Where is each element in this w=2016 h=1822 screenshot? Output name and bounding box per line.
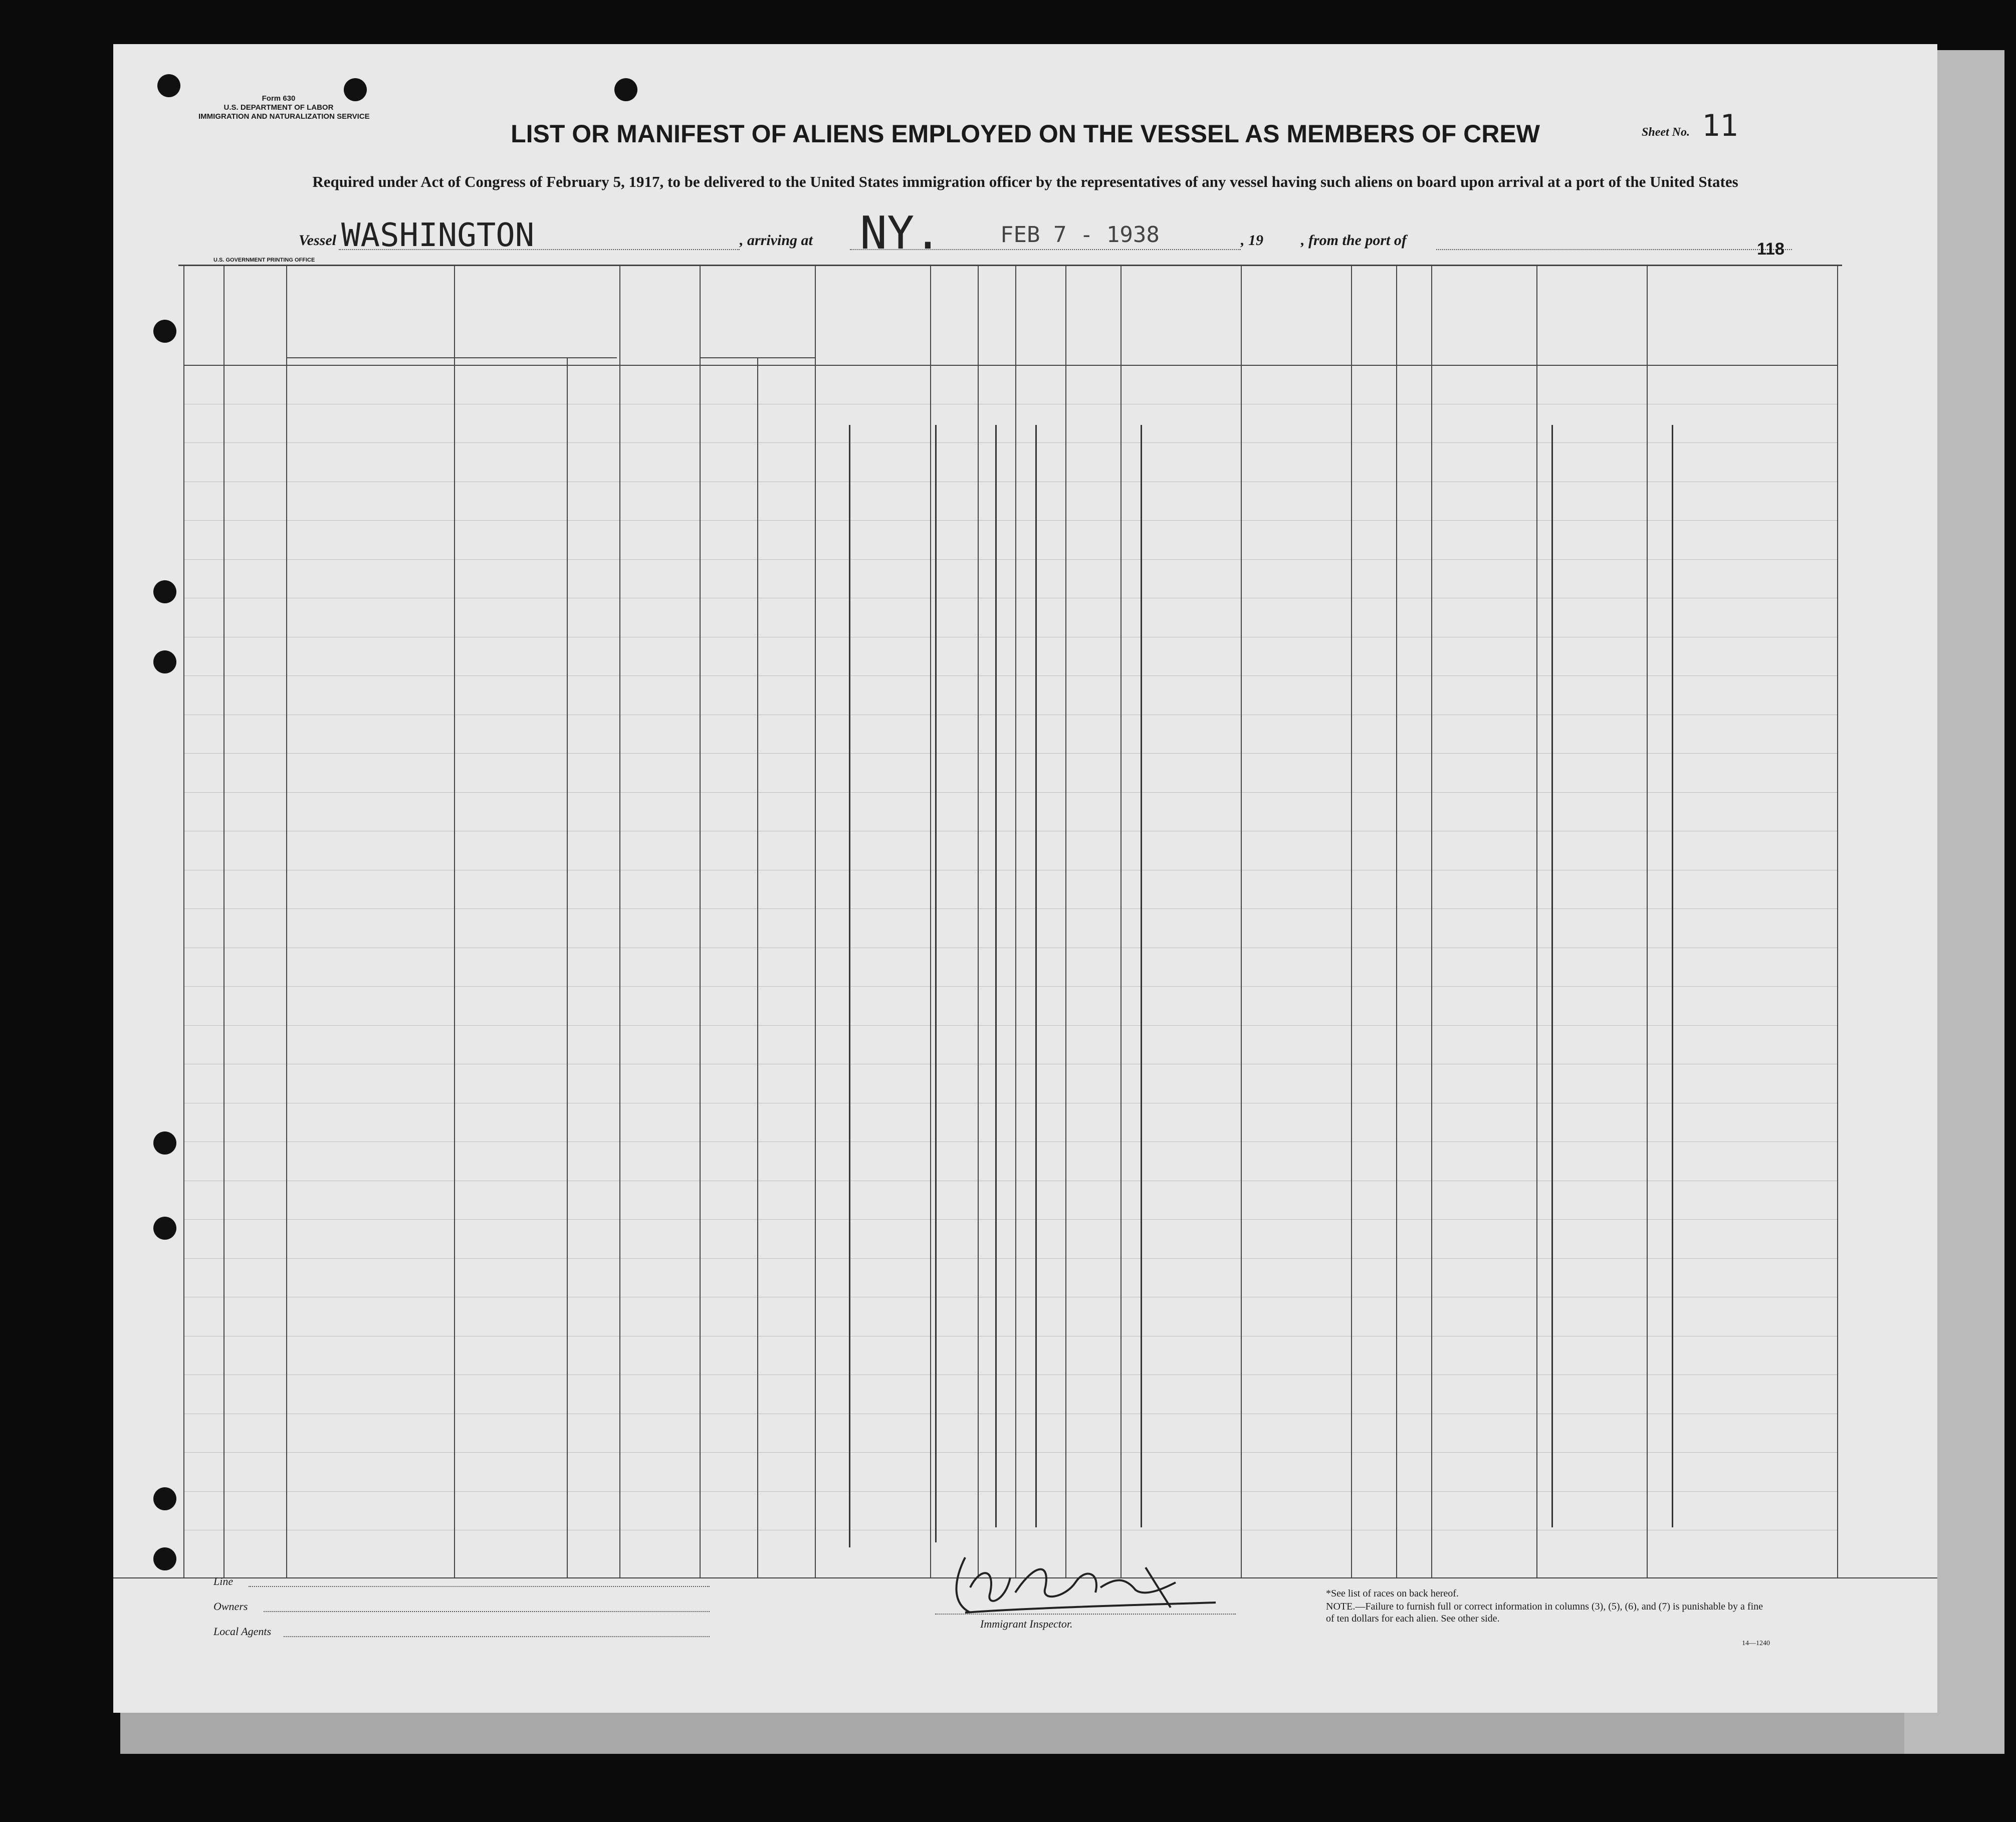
column-rule <box>286 265 287 1577</box>
row-rule <box>183 792 1837 793</box>
column-rule <box>930 265 931 1577</box>
row-rule <box>183 1219 1837 1220</box>
races-note: *See list of races on back hereof. <box>1326 1588 1459 1599</box>
column-rule <box>1431 265 1432 1577</box>
arriving-port: NY. <box>860 207 942 260</box>
footer-note: NOTE.—Failure to furnish full or correct information in columns (3), (5), (6), and (7) is punishable by a fine of ten dollars for each alien. See other side. <box>1326 1601 1763 1624</box>
department: U.S. DEPARTMENT OF LABOR <box>223 103 334 112</box>
sheet-number: 11 <box>1702 108 1738 143</box>
column-rule <box>454 265 455 1577</box>
column-rule <box>183 265 184 1577</box>
table-top-border <box>178 265 1842 266</box>
ditto-line <box>1141 425 1142 1527</box>
ditto-line <box>995 425 997 1527</box>
local-agents-label: Local Agents <box>213 1625 272 1638</box>
column-rule <box>1647 265 1648 1577</box>
date-stamp: FEB 7 - 1938 <box>1000 222 1160 248</box>
header-sub-rule <box>700 357 815 358</box>
form-code: 14—1240 <box>1742 1640 1770 1647</box>
column-rule <box>1351 265 1352 1577</box>
arriving-label: , arriving at <box>740 232 813 249</box>
column-rule <box>1065 265 1066 1577</box>
inspector-label: Immigrant Inspector. <box>980 1618 1073 1630</box>
form-number: Form 630 <box>262 94 296 103</box>
inspector-signature <box>935 1547 1246 1623</box>
column-rule <box>1837 265 1838 1577</box>
column-rule <box>223 265 225 1577</box>
column-rule <box>619 265 620 1577</box>
row-rule <box>183 675 1837 676</box>
ditto-line <box>849 425 850 1547</box>
crew-table <box>113 44 1937 1713</box>
row-rule <box>183 559 1837 560</box>
ditto-line <box>1035 425 1037 1527</box>
column-rule <box>1241 265 1242 1577</box>
page-number: 118 <box>1757 240 1784 259</box>
column-rule <box>978 265 979 1577</box>
row-rule <box>183 753 1837 754</box>
sheet-label: Sheet No. <box>1642 126 1690 139</box>
row-rule <box>183 1452 1837 1453</box>
header-bottom-border <box>183 365 1837 366</box>
row-rule <box>183 1491 1837 1492</box>
column-rule <box>1536 265 1537 1577</box>
owners-label: Owners <box>213 1600 248 1613</box>
row-rule <box>183 442 1837 443</box>
header-sub-rule <box>286 357 617 358</box>
year-label: , 19 <box>1241 232 1263 249</box>
column-rule <box>1121 265 1122 1577</box>
column-rule <box>815 265 816 1577</box>
vessel-label: Vessel <box>299 232 336 249</box>
column-rule <box>700 265 701 1577</box>
manifest-sheet <box>113 44 1937 1713</box>
line-label: Line <box>213 1575 234 1587</box>
row-rule <box>183 1025 1837 1026</box>
service: IMMIGRATION AND NATURALIZATION SERVICE <box>198 112 370 121</box>
row-rule <box>183 1258 1837 1259</box>
page-title: LIST OR MANIFEST OF ALIENS EMPLOYED ON THE VESSEL AS MEMBERS OF CREW <box>511 120 1540 148</box>
printing-office: U.S. GOVERNMENT PRINTING OFFICE <box>213 257 315 263</box>
row-rule <box>183 520 1837 521</box>
row-rule <box>183 986 1837 987</box>
column-rule <box>1396 265 1397 1577</box>
column-rule <box>757 357 758 1577</box>
vessel-name: WASHINGTON <box>341 217 535 254</box>
row-rule <box>183 908 1837 909</box>
ditto-line <box>1551 425 1553 1527</box>
from-port-label: , from the port of <box>1301 232 1407 249</box>
ditto-line <box>1672 425 1673 1527</box>
column-rule <box>567 357 568 1577</box>
ditto-line <box>935 425 937 1542</box>
page-subtitle: Required under Act of Congress of February 5, 1917, to be delivered to the United States immigration officer by the representatives of any vessel having such aliens on board upon arrival at a port of the United States <box>312 173 1738 190</box>
column-rule <box>1015 265 1016 1577</box>
